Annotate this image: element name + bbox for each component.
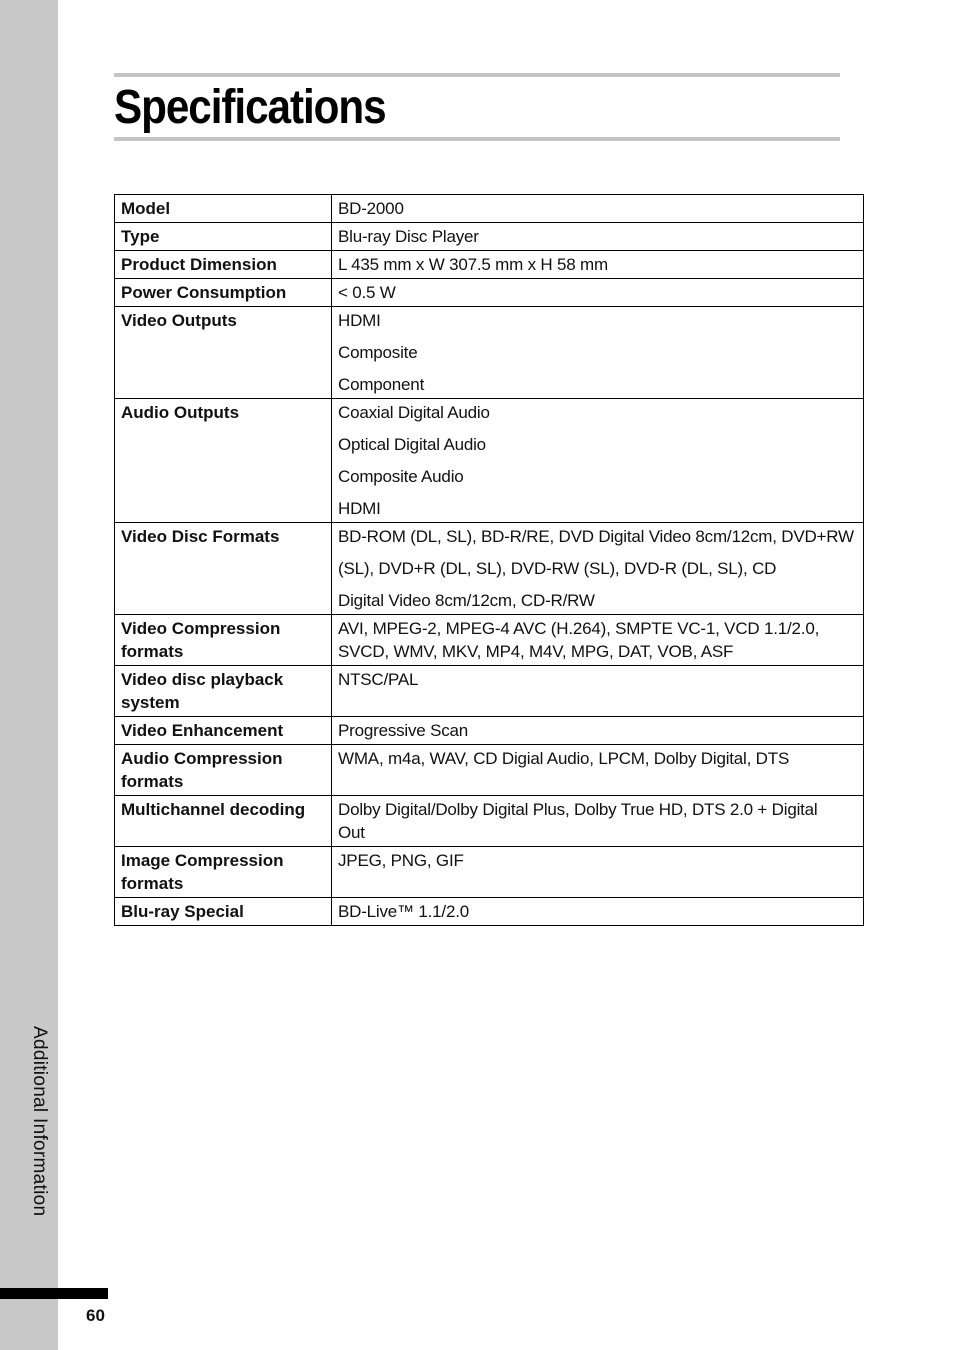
spec-value-line: NTSC/PAL — [338, 670, 419, 689]
spec-value-line: Coaxial Digital Audio — [338, 403, 490, 422]
spec-value-line: Digital Video 8cm/12cm, CD-R/RW — [338, 591, 595, 610]
spec-label: Video Outputs — [115, 307, 332, 399]
spec-value-line: Blu-ray Disc Player — [338, 227, 479, 246]
spec-row — [115, 717, 864, 745]
spec-label: Multichannel decoding — [115, 796, 332, 847]
spec-label: Video Enhancement — [115, 717, 332, 745]
spec-value-line: JPEG, PNG, GIF — [338, 851, 464, 870]
spec-value-line: (SL), DVD+R (DL, SL), DVD-RW (SL), DVD-R (DL, SL), CD — [338, 559, 777, 578]
spec-value-line: Out — [338, 823, 365, 842]
spec-label: Video Compression formats — [115, 615, 332, 666]
spec-label: Type — [115, 223, 332, 251]
spec-value — [332, 666, 864, 717]
spec-value — [332, 745, 864, 796]
title-rule-bottom — [114, 137, 840, 141]
spec-label: Power Consumption — [115, 279, 332, 307]
spec-value-line: L 435 mm x W 307.5 mm x H 58 mm — [338, 255, 608, 274]
page-number: 60 — [86, 1306, 105, 1325]
spec-value-line: Composite — [338, 343, 418, 362]
spec-value-line: SVCD, WMV, MKV, MP4, M4V, MPG, DAT, VOB, ASF — [338, 642, 734, 661]
spec-label: Blu-ray Special — [115, 898, 332, 926]
spec-value-line: BD-2000 — [338, 199, 404, 218]
spec-row — [115, 307, 864, 399]
spec-value-line: Optical Digital Audio — [338, 435, 486, 454]
spec-value-line: HDMI — [338, 499, 381, 518]
spec-row — [115, 399, 864, 523]
spec-label: Video Disc Formats — [115, 523, 332, 615]
spec-row — [115, 251, 864, 279]
specifications-table — [114, 194, 864, 926]
spec-label: Image Compression formats — [115, 847, 332, 898]
title-rule-top — [114, 73, 840, 77]
spec-row — [115, 796, 864, 847]
spec-value — [332, 279, 864, 307]
spec-value — [332, 717, 864, 745]
spec-value-line: WMA, m4a, WAV, CD Digial Audio, LPCM, Dolby Digital, DTS — [338, 749, 790, 768]
spec-value — [332, 251, 864, 279]
spec-label: Model — [115, 195, 332, 223]
spec-value-line: Component — [338, 375, 425, 394]
spec-row — [115, 523, 864, 615]
spec-value — [332, 898, 864, 926]
specifications-table-body — [115, 195, 864, 926]
spec-row — [115, 223, 864, 251]
spec-label: Product Dimension — [115, 251, 332, 279]
spec-row — [115, 666, 864, 717]
page-tab-marker — [0, 1288, 108, 1299]
spec-value-line: HDMI — [338, 311, 381, 330]
spec-value — [332, 523, 864, 615]
spec-label: Audio Compression formats — [115, 745, 332, 796]
spec-value — [332, 195, 864, 223]
spec-value — [332, 796, 864, 847]
page-title: Specifications — [114, 81, 386, 134]
spec-row — [115, 847, 864, 898]
spec-row — [115, 615, 864, 666]
spec-value — [332, 847, 864, 898]
spec-value — [332, 399, 864, 523]
spec-value — [332, 223, 864, 251]
spec-row — [115, 195, 864, 223]
spec-value-line: BD-Live™ 1.1/2.0 — [338, 902, 469, 921]
spec-value-line: Dolby Digital/Dolby Digital Plus, Dolby True HD, DTS 2.0 + Digital — [338, 800, 818, 819]
spec-row — [115, 279, 864, 307]
spec-value-line: AVI, MPEG-2, MPEG-4 AVC (H.264), SMPTE VC-1, VCD 1.1/2.0, — [338, 619, 820, 638]
spec-label: Video disc playback system — [115, 666, 332, 717]
spec-value — [332, 307, 864, 399]
spec-value-line: < 0.5 W — [338, 283, 396, 302]
spec-value-line: BD-ROM (DL, SL), BD-R/RE, DVD Digital Video 8cm/12cm, DVD+RW — [338, 527, 854, 546]
spec-row — [115, 898, 864, 926]
section-side-label: Additional Information — [29, 1026, 50, 1217]
spec-value-line: Composite Audio — [338, 467, 464, 486]
spec-row — [115, 745, 864, 796]
spec-value-line: Progressive Scan — [338, 721, 469, 740]
spec-value — [332, 615, 864, 666]
spec-label: Audio Outputs — [115, 399, 332, 523]
